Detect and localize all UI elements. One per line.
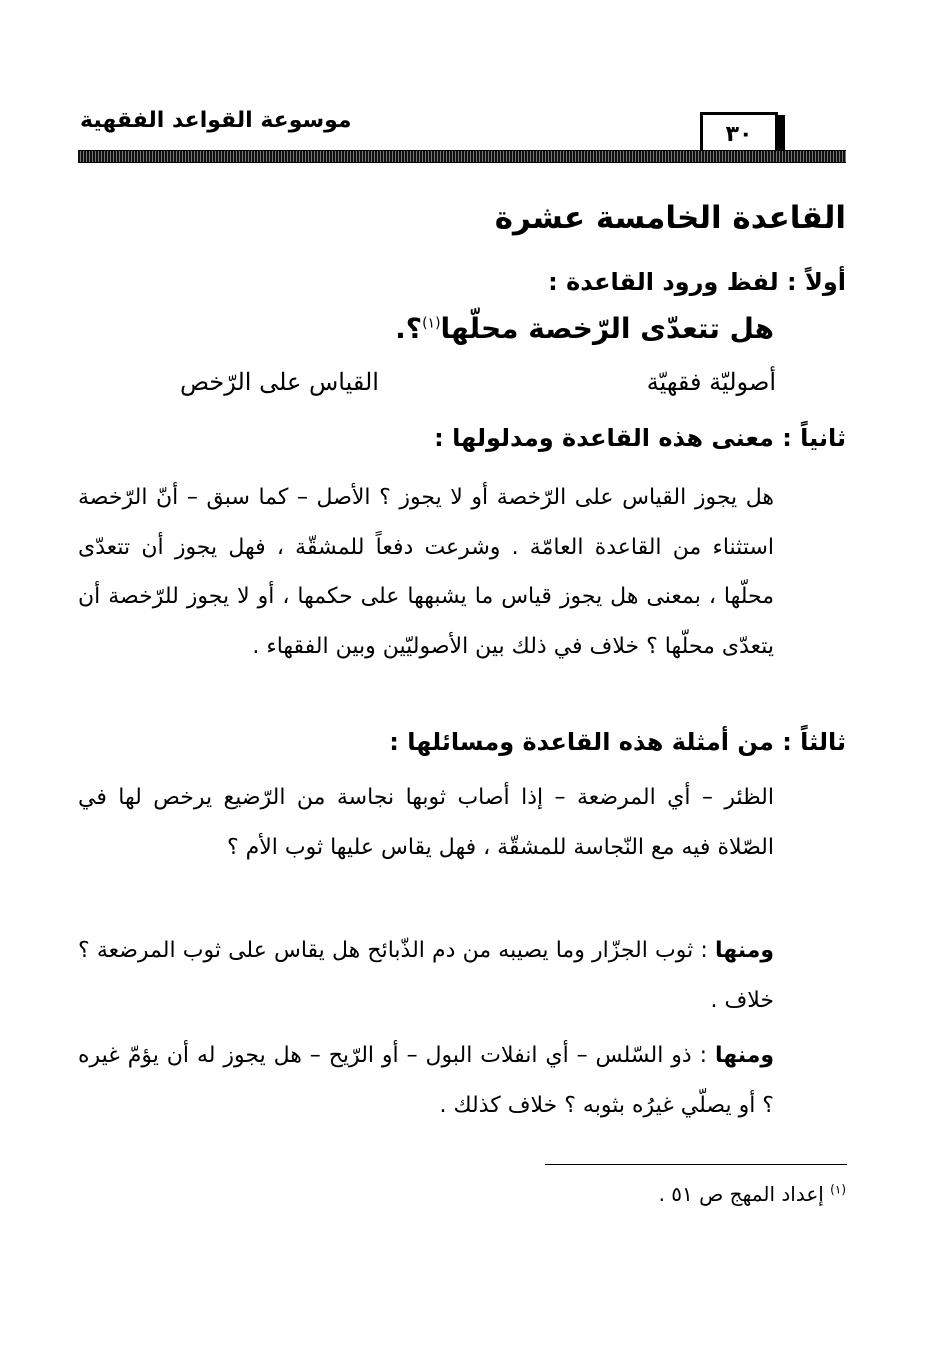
rule-statement	[395, 312, 774, 345]
rule-tags	[180, 368, 776, 396]
rule-statement-end: ؟.	[395, 312, 423, 345]
page-number-box	[700, 112, 778, 154]
rule-title: القاعدة الخامسة عشرة	[494, 200, 846, 236]
section2-text: هل يجوز القياس على الرّخصة أو لا يجوز ؟ الأصل – كما سبق – أنّ الرّخصة استثناء من القاعدة العامّة . وشرعت دفعاً للمشقّة ، فهل يجوز أن تتعدّى محلّها ، بمعنى هل يجوز قياس ما يشبهها على حكمها ، أو لا يجوز للرّخصة أن يتعدّى محلّها ؟ خلاف في ذلك بين الأصوليّين وبين الفقهاء .	[78, 485, 774, 659]
tag-topic: القياس على الرّخص	[180, 368, 379, 396]
example2-lead: ومنها	[714, 938, 774, 963]
section2-paragraph	[78, 473, 846, 671]
footnote-marker: (١)	[830, 1182, 846, 1197]
example1-text: الظئر – أي المرضعة – إذا أصاب ثوبها نجاسة من الرّضيع يرخص لها في الصّلاة فيه مع النّجاسة للمشقّة ، فهل يقاس عليها ثوب الأم ؟	[78, 785, 774, 860]
example1-paragraph	[78, 773, 846, 872]
footnote-text: إعداد المهج ص ٥١ .	[658, 1182, 824, 1206]
example3-paragraph	[78, 1031, 846, 1130]
section1-heading: أولاً : لفظ ورود القاعدة :	[548, 268, 846, 296]
section3-heading: ثالثاً : من أمثلة هذه القاعدة ومسائلها :	[389, 728, 846, 756]
example2-paragraph	[78, 926, 846, 1025]
rule-statement-text: هل تتعدّى الرّخصة محلّها	[440, 312, 774, 345]
example3-lead: ومنها	[714, 1043, 774, 1068]
example3-text: : ذو السّلس – أي انفلات البول – أو الرّيح – هل يجوز له أن يؤمّ غيره ؟ أو يصلّي غيرُه بثوبه ؟ خلاف كذلك .	[78, 1043, 774, 1118]
example2-text: : ثوب الجزّار وما يصيبه من دم الذّبائح هل يقاس على ثوب المرضعة ؟ خلاف .	[78, 938, 774, 1013]
page-number: ٣٠	[725, 122, 753, 147]
section2-heading: ثانياً : معنى هذه القاعدة ومدلولها :	[434, 424, 846, 452]
tag-type: أصوليّة فقهيّة	[646, 368, 776, 396]
header-rule	[78, 150, 846, 163]
footnote	[659, 1182, 846, 1206]
footnote-separator	[545, 1164, 847, 1165]
footnote-ref: (١)	[422, 315, 441, 332]
running-header-title: موسوعة القواعد الفقهية	[80, 108, 352, 133]
